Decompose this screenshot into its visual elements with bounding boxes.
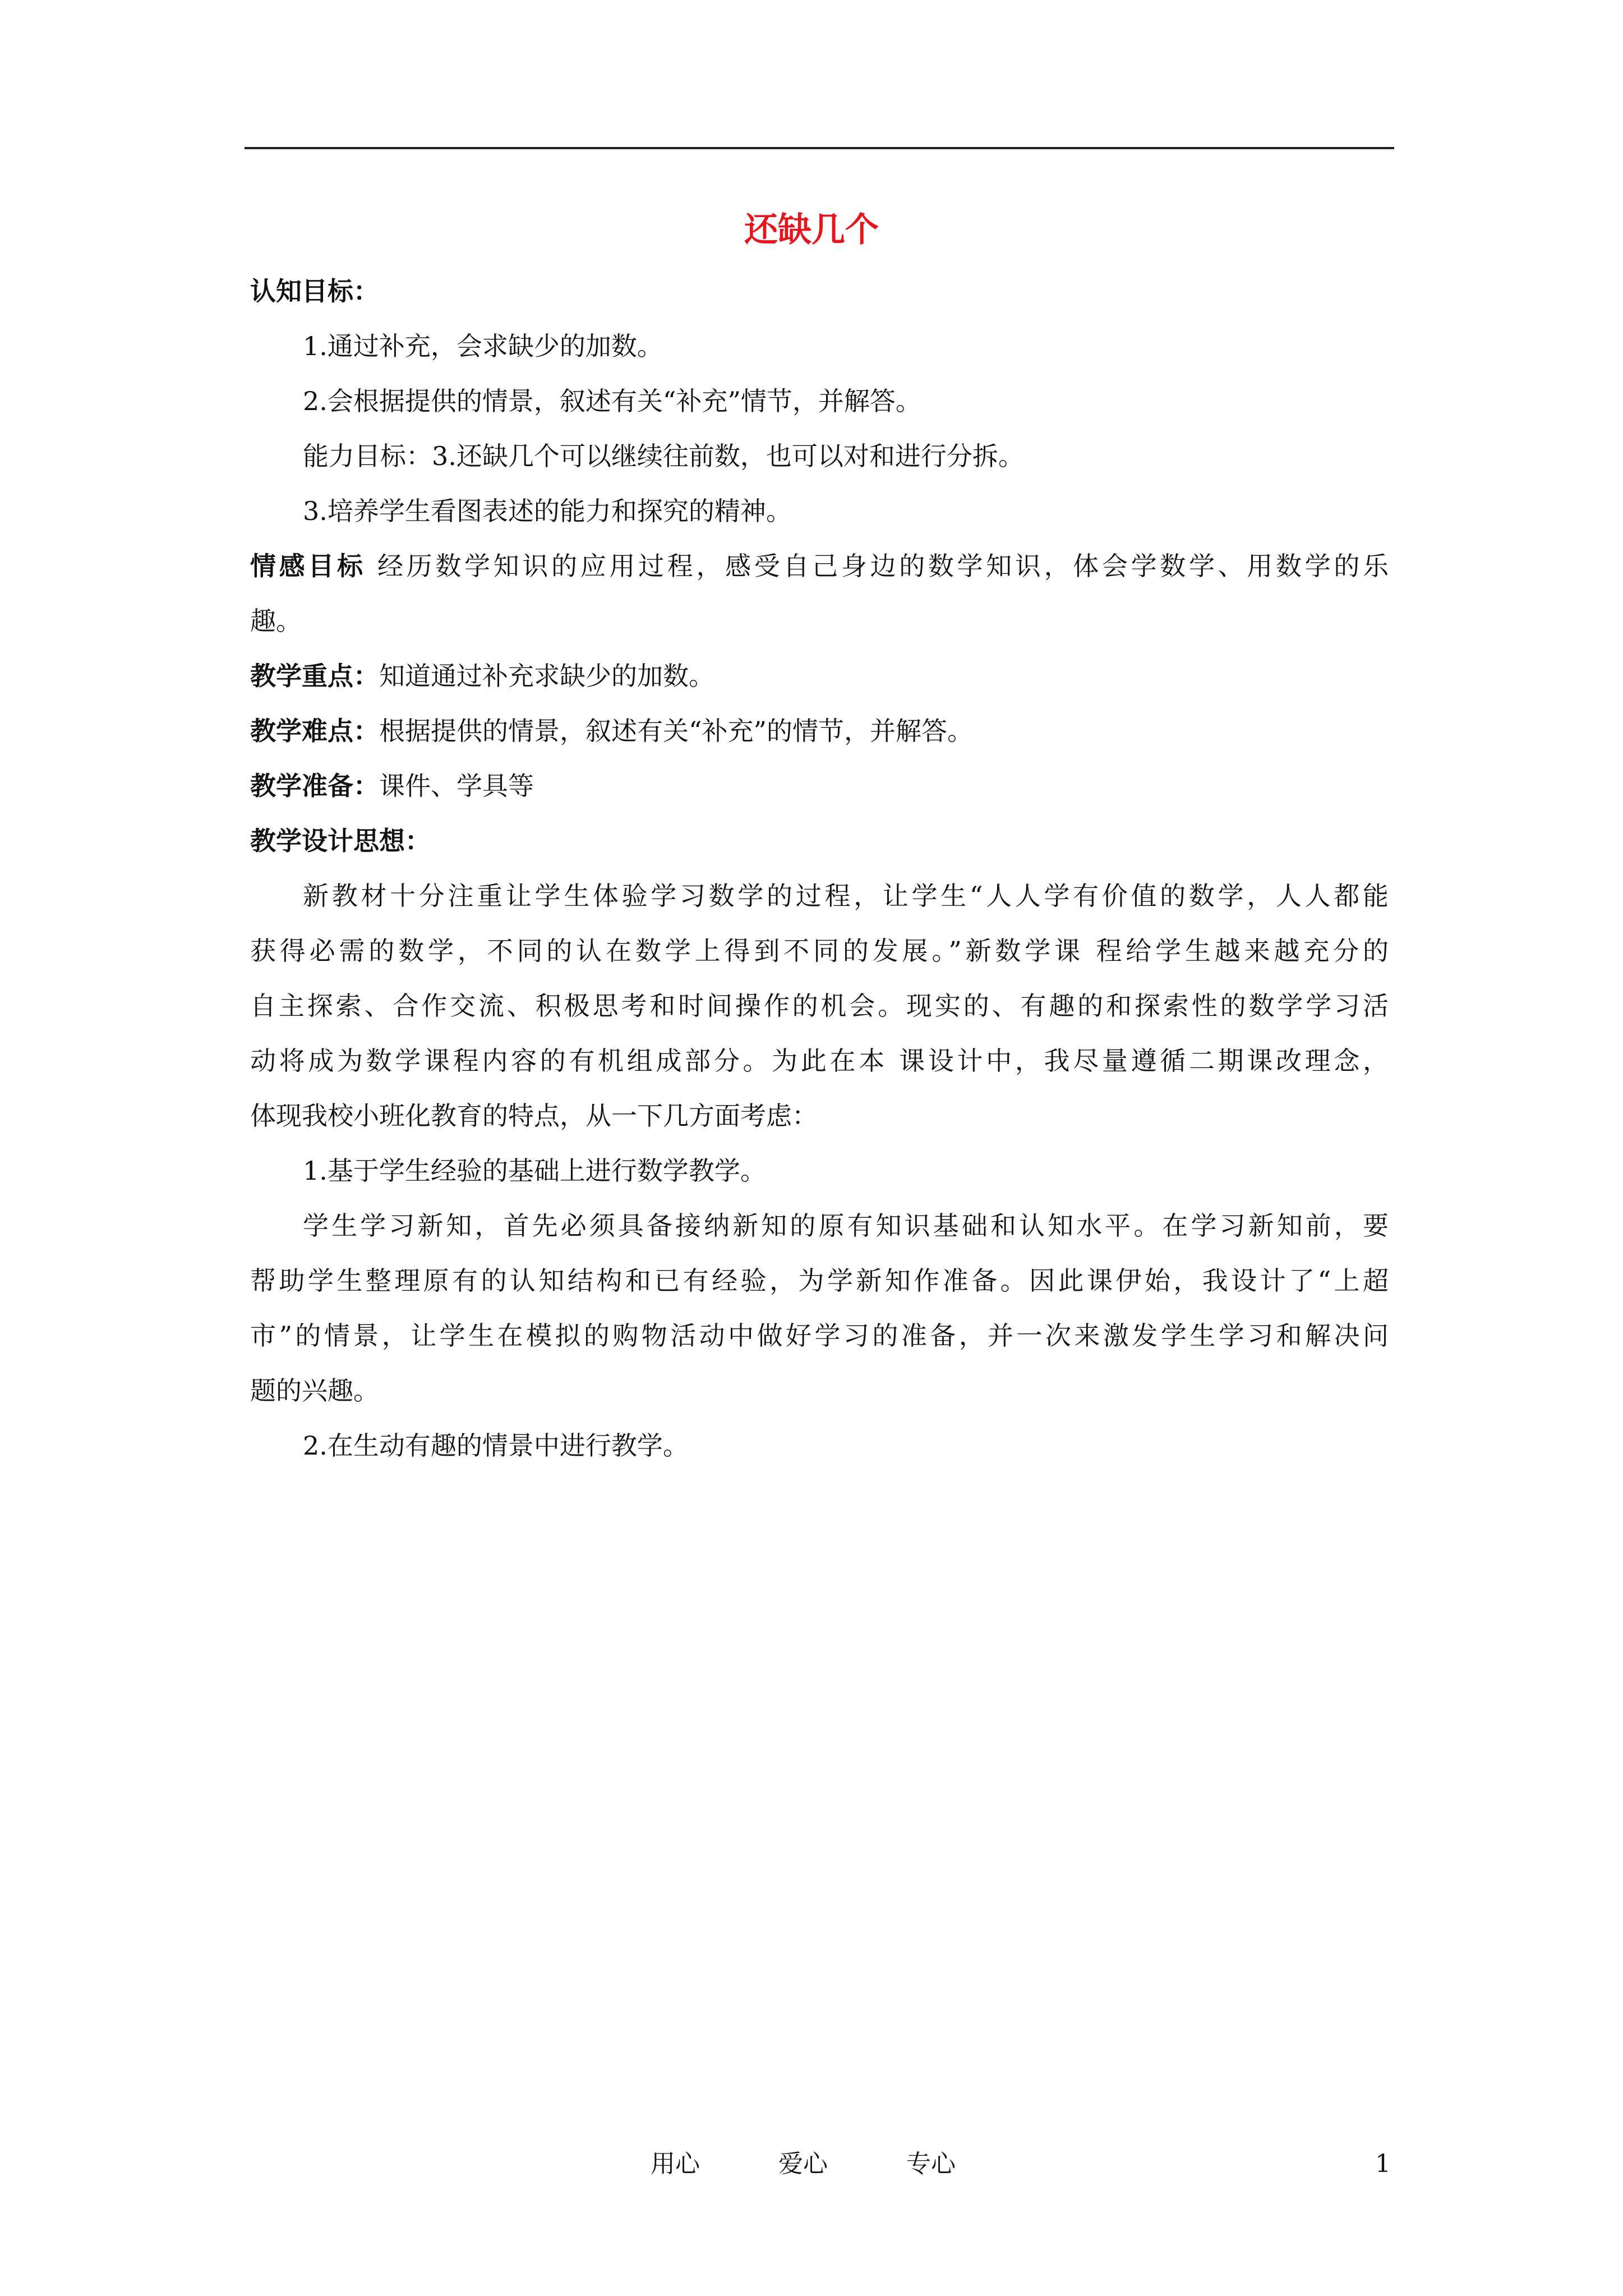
emotion-goal-label: 情感目标 (250, 551, 366, 581)
emotion-goal-line-2: 趣。 (250, 606, 302, 636)
design-paragraph-2-line-2: 帮助学生整理原有的认知结构和已有经验，为学新知作准备。因此课伊始，我设计了“上超 (250, 1266, 1389, 1296)
design-paragraph-1-line-4: 动将成为数学课程内容的有机组成部分。为此在本 课设计中，我尽量遵循二期课改理念， (250, 1046, 1389, 1076)
footer-word-1: 用心 (651, 2150, 700, 2178)
design-point-2: 2.在生动有趣的情景中进行教学。 (303, 1430, 689, 1461)
emotion-goal-line-1 (250, 539, 1389, 593)
document-body (250, 264, 1389, 1473)
difficulty (250, 703, 1389, 758)
design-paragraph-1-line-1: 新教材十分注重让学生体验学习数学的过程，让学生“人人学有价值的数学，人人都能 (303, 881, 1389, 911)
difficulty-text: 根据提供的情景，叙述有关“补充”的情节，并解答。 (379, 716, 974, 746)
cognitive-goal-item-2: 2.会根据提供的情景，叙述有关“补充”情节，并解答。 (303, 386, 921, 416)
cognitive-goal-item-1: 1.通过补充，会求缺少的加数。 (303, 331, 663, 361)
footer-word-3: 专心 (906, 2150, 956, 2178)
design-paragraph-1-line-5: 体现我校小班化教育的特点，从一下几方面考虑： (250, 1101, 818, 1131)
key-point-label: 教学重点： (250, 661, 379, 691)
ability-goal-line: 能力目标：3.还缺几个可以继续往前数，也可以对和进行分拆。 (303, 441, 1024, 471)
preparation (250, 758, 1389, 813)
preparation-text: 课件、学具等 (379, 771, 534, 801)
design-paragraph-2-line-4: 题的兴趣。 (250, 1375, 379, 1406)
key-point (250, 648, 1389, 703)
ability-goal-item: 3.培养学生看图表述的能力和探究的精神。 (303, 496, 792, 526)
design-paragraph-1-line-3: 自主探索、合作交流、积极思考和时间操作的机会。现实的、有趣的和探索性的数学学习活 (250, 991, 1389, 1021)
footer-motto (651, 2147, 1034, 2181)
difficulty-label: 教学难点： (250, 716, 379, 746)
design-point-1: 1.基于学生经验的基础上进行数学教学。 (303, 1156, 766, 1186)
emotion-goal-text: 经历数学知识的应用过程，感受自己身边的数学知识，体会学数学、用数学的乐 (366, 551, 1389, 581)
footer-word-2: 爱心 (778, 2150, 828, 2178)
preparation-label: 教学准备： (250, 771, 379, 801)
document-title: 还缺几个 (744, 210, 879, 250)
key-point-text: 知道通过补充求缺少的加数。 (379, 661, 714, 691)
page-number: 1 (1375, 2150, 1391, 2178)
cognitive-goal-label: 认知目标： (250, 276, 379, 306)
design-idea-label: 教学设计思想： (250, 826, 431, 856)
design-paragraph-1-line-2: 获得必需的数学，不同的认在数学上得到不同的发展。”新数学课 程给学生越来越充分的 (250, 936, 1389, 966)
design-paragraph-2-line-3: 市”的情景，让学生在模拟的购物活动中做好学习的准备，并一次来激发学生学习和解决问 (250, 1320, 1389, 1351)
design-paragraph-2-line-1: 学生学习新知，首先必须具备接纳新知的原有知识基础和认知水平。在学习新知前，要 (303, 1211, 1389, 1241)
header-rule (245, 147, 1394, 149)
